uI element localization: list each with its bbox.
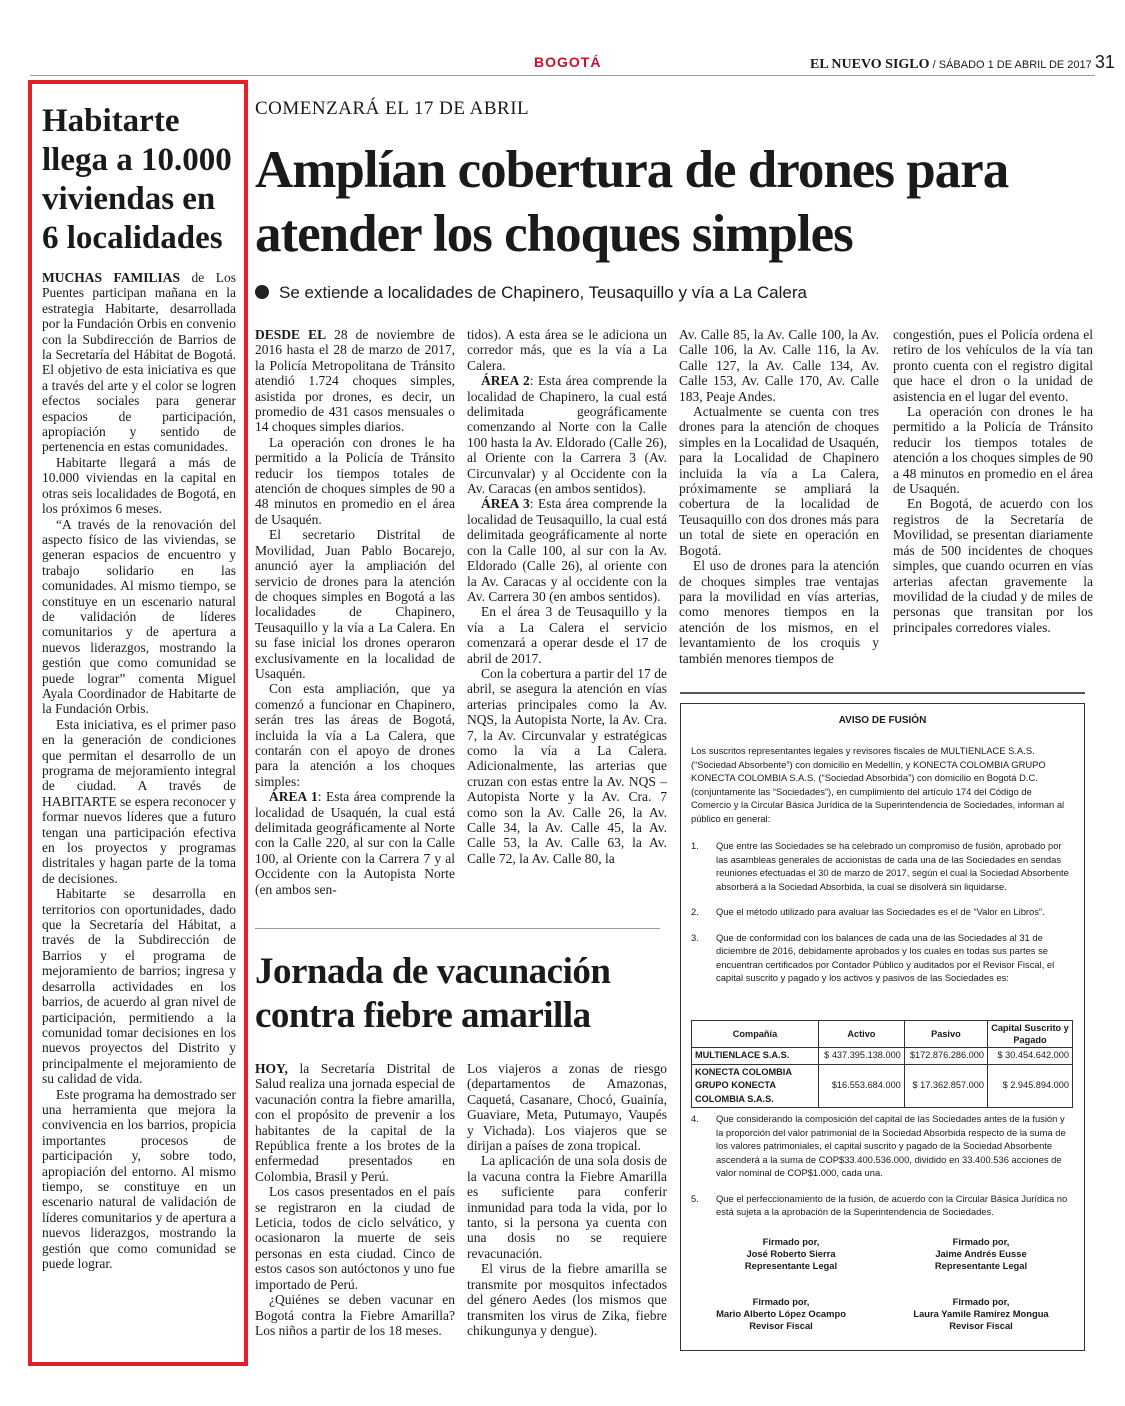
notice-item — [691, 1112, 1073, 1180]
vaccination-paragraph: ¿Quiénes se deben vacunar en Bogotá contra la Fiebre Amarilla? Los niños a partir de los 18 meses. — [255, 1292, 455, 1338]
bullet-icon — [255, 285, 269, 299]
notice-item-number: 1. — [691, 840, 699, 851]
signature-block — [696, 1236, 886, 1272]
signature-label: Firmado por, — [952, 1236, 1010, 1247]
sidebar-paragraph: “A través de la renovación del aspecto físico de las viviendas, se generan espacios de encuentro y trabajo solidario en las comunidades. Al mismo tiempo, se constituye en un escenario natural de validación de líderes comunitarios y de apertura a nuevos liderazgos, mostrando la gestión que como comunidad se puede lograr” comenta Miguel Ayala Coordinador de Habitarte de la Fundación Orbis. — [42, 516, 236, 717]
notice-item — [691, 1192, 1073, 1219]
drones-paragraph: tidos). A esta área se le adiciona un corredor más, que es la vía a La Calera. — [467, 327, 667, 373]
signatory-name: José Roberto Sierra — [746, 1248, 836, 1259]
table-cell: $16.553.684.000 — [819, 1064, 905, 1108]
drones-paragraph: El uso de drones para la atención de choques simples trae ventajas para la movilidad en vías arterias, como menores tiempos en la atención de los mismos, en el levantamiento de los croquis y también menores tiempos de — [679, 558, 879, 666]
drones-paragraph: : Esta área comprende la localidad de Chapinero, la cual está delimitada geográficamente comenzando al Norte con la Calle 100 hasta la Av. Eldorado (Calle 26), al Oriente con la Carrera 3 (Av. Circunvalar) y al Occidente con la Av. Caracas (en ambos sentidos). — [467, 373, 667, 497]
newspaper-name: EL NUEVO SIGLO — [810, 57, 930, 72]
vaccination-paragraph: la Secretaría Distrital de Salud realiza una jornada especial de vacunación contra la fiebre amarilla, con el propósito de prevenir a los habitantes de la capital de la República frente a los brotes de la enfermedad presentados en Colombia, Brasil y Perú. — [255, 1061, 455, 1184]
vaccination-paragraph: Los casos presentados en el país se registraron en la ciudad de Leticia, todos de ciclo selvático, y ocasionaron la muerte de seis personas en esta ciudad. Cinco de estos casos son autóctonos y uno fue importado de Perú. — [255, 1184, 455, 1292]
signature-block — [886, 1236, 1076, 1272]
sidebar-paragraph: Este programa ha demostrado ser una herramienta que mejora la convivencia en los barrios, propicia importantes procesos de participación y, sobre todo, apropiación del entorno. Al mismo tiempo, se constituye en un escenario natural de validación de líderes comunitarios y de apertura a nuevos liderazgos, mostrando la gestión que como comunidad se puede lograr. — [42, 1086, 236, 1271]
notice-item-text: Que el método utilizado para avaluar las Sociedades es el de “Valor en Libros”. — [716, 906, 1045, 917]
drones-column-4 — [893, 327, 1093, 635]
area-label: ÁREA 2 — [481, 373, 530, 389]
notice-item-number: 3. — [691, 931, 699, 943]
subheadline — [255, 283, 807, 303]
drones-paragraph: El secretario Distrital de Movilidad, Juan Pablo Bocarejo, anunció ayer la ampliación del servicio de drones para la atención de choques simples en Bogotá a las localidades de Chapinero, Teusaquillo y la vía a La Calera. En su fase inicial los drones operaron exclusivamente en la localidad de Usaquén. — [255, 527, 455, 681]
signatory-role: Revisor Fiscal — [749, 1320, 813, 1331]
notice-item-text: Que entre las Sociedades se ha celebrado un compromiso de fusión, aprobado por las asambleas generales de accionistas de cada una de las Sociedades en sendas reuniones efectuadas el 30 de marzo de 2017, según el cual la Sociedad Absorbente absorberá a la Sociedad Absorbida, la cual se disolverá sin liquidarse. — [716, 840, 1069, 892]
sidebar-paragraph: de Los Puentes participan mañana en la estrategia Habitarte, desarrollada por la Fundación Orbis en convenio con la Subdirección de Barrios de la Secretaría del Hábitat de Bogotá. El objetivo de esta iniciativa es que a través del arte y el color se logren efectos sociales para generar espacios de participación, apropiación y sentido de pertenencia en estas comunidades. — [42, 270, 236, 455]
table-cell: $ 17.362.857.000 — [904, 1064, 987, 1108]
table-header-row — [692, 1021, 1073, 1048]
column-header: Activo — [819, 1021, 905, 1048]
signatory-role: Revisor Fiscal — [949, 1320, 1013, 1331]
table-row — [692, 1064, 1073, 1108]
notice-rule — [680, 692, 1085, 694]
notice-title: AVISO DE FUSIÓN — [838, 715, 927, 726]
column-header: Capital Suscrito y Pagado — [988, 1021, 1073, 1048]
section-divider — [255, 928, 660, 929]
sidebar-paragraph: Esta iniciativa, es el primer paso en la generación de condiciones que permitan el desarrollo de un programa de mejoramiento integral de ciudad. A través de HABITARTE se espera reconocer y formar nuevos líderes que a futuro tengan una participación efectiva en los proyectos y programas distritales y hagan parte de la toma de decisiones. — [42, 716, 236, 886]
page-number: 31 — [1094, 52, 1115, 72]
drones-paragraph: : Esta área comprende la localidad de Teusaquillo, la cual está delimitada geográficamente al norte con la Calle 100, al sur con la Av. Eldorado (Calle 26), al oriente con la Av. Caracas y al occidente con la Av. Carrera 30 (en ambos sentidos). — [467, 496, 667, 604]
drones-paragraph: Con esta ampliación, que ya comenzó a funcionar en Chapinero, serán tres las áreas de Bogotá, incluida la vía a La Calera, que contarán con el apoyo de drones para la atención a los choques simples: — [255, 681, 455, 789]
table-cell: MULTIENLACE S.A.S. — [692, 1048, 819, 1065]
section-label: BOGOTÁ — [534, 54, 602, 70]
issue-date: / SÁBADO 1 DE ABRIL DE 2017 — [929, 59, 1095, 71]
notice-item-text: Que considerando la composición del capital de las Sociedades antes de la fusión y la proporción del valor patrimonial de la Sociedad Absorbida respecto de la suma de los valores patrimoniales, el capital suscrito y pagado de la Sociedad Absorbente ascenderá a la suma de COP$33.400.536.000, dividido en 33.400.536 acciones de valor nominal de COP$1.000, cada una. — [716, 1113, 1066, 1178]
drones-paragraph: 28 de noviembre de 2016 hasta el 28 de marzo de 2017, la Policía Metropolitana de Tránsito atendió 1.724 choques simples, asistida por drones, es decir, un promedio de 431 casos mensuales o 14 choques simples diarios. — [255, 327, 455, 435]
balance-table — [691, 1020, 1073, 1108]
area-label: ÁREA 3 — [481, 496, 530, 512]
signatory-role: Representante Legal — [744, 1260, 838, 1271]
notice-item-text: Que el perfeccionamiento de la fusión, de acuerdo con la Circular Básica Jurídica no está sujeta a la aprobación de la Superintendencia de Sociedades. — [716, 1192, 1068, 1217]
drones-paragraph: Con la cobertura a partir del 17 de abril, se asegura la atención en vías arterias principales como la Av. NQS, la Autopista Norte, la Av. Cra. 7, la Av. Circunvalar y estratégicas como la vía a La Calera. Adicionalmente, las arterias que cruzan con estas entre la Av. NQS – Autopista Norte y la Av. Cra. 7 como son la Av. Calle 26, la Av. Calle 34, la Av. Calle 45, la Av. Calle 53, la Av. Calle 63, la Av. Calle 72, la Av. Calle 80, la — [467, 665, 667, 866]
signature-label: Firmado por, — [752, 1296, 810, 1307]
drones-paragraph: La operación con drones le ha permitido a la Policía de Tránsito reducir los tiempos totales de atención a los choques simples de 90 a 48 minutos en promedio en el área de Usaquén. — [893, 404, 1093, 497]
notice-item — [691, 839, 1073, 893]
vaccination-lead: HOY, — [255, 1061, 288, 1076]
signature-label: Firmado por, — [952, 1296, 1010, 1307]
signatory-name: Jaime Andrés Eusse — [935, 1248, 1027, 1259]
signature-block — [686, 1296, 876, 1332]
drones-column-1 — [255, 327, 455, 897]
signature-block — [886, 1296, 1076, 1332]
vaccination-headline: Jornada de vacunación contra fiebre amarilla — [255, 951, 611, 1036]
table-cell: $ 437.395.138.000 — [819, 1048, 905, 1065]
sidebar-article-habitarte — [28, 80, 248, 1366]
sidebar-headline: Habitarte llega a 10.000 viviendas en 6 localidades — [42, 103, 232, 256]
signatory-name: Mario Alberto López Ocampo — [716, 1308, 846, 1319]
sidebar-paragraph: Habitarte se desarrolla en territorios con oportunidades, dado que la Secretaría del Hábitat, a través de la Subdirección de Barrios y el programa de mejoramiento de barrios; ingresa y desarrolla actividades en los barrios, de acuerdo al gran nivel de participación, permitiendo a la comunidad tomar decisiones en los nuevos proyectos del Distrito y principalmente el mejoramiento de su calidad de vida. — [42, 886, 236, 1087]
top-rule — [30, 75, 1095, 76]
article-kicker: COMENZARÁ EL 17 DE ABRIL — [255, 98, 530, 119]
notice-item-number: 5. — [691, 1192, 699, 1204]
sidebar-lead: MUCHAS FAMILIAS — [42, 270, 180, 285]
sidebar-paragraph: Habitarte llegará a más de 10.000 viviendas en la capital en otras seis localidades de Bogotá, en los próximos 6 meses. — [42, 454, 236, 517]
table-row — [692, 1048, 1073, 1065]
notice-intro: Los suscritos representantes legales y revisores fiscales de MULTIENLACE S.A.S. (“Sociedad Absorbente”) con domicilio en Medellín, y KONECTA COLOMBIA GRUPO KONECTA COLOMBIA S.A.S. (“Sociedad Absorbida”) con domicilio en Bogotá D.C. (conjuntamente las “Sociedades”), en cumplimiento del artículo 174 del Código de Comercio y la Circular Básica Jurídica de la Superintendencia de Sociedades, informan al público en general: — [691, 745, 1065, 824]
drones-paragraph: En el área 3 de Teusaquillo y la vía a La Calera el servicio comenzará a operar desde el 17 de abril de 2017. — [467, 604, 667, 666]
notice-item-number: 2. — [691, 906, 699, 917]
masthead — [810, 52, 1115, 73]
notice-item — [691, 931, 1073, 985]
signatory-name: Laura Yamile Ramírez Mongua — [913, 1308, 1049, 1319]
main-headline: Amplían cobertura de drones para atender los choques simples — [255, 141, 1009, 263]
table-cell: $172.876.286.000 — [904, 1048, 987, 1065]
signature-label: Firmado por, — [762, 1236, 820, 1247]
drones-paragraph: En Bogotá, de acuerdo con los registros de la Secretaría de Movilidad, se presentan diariamente más de 500 incidentes de choques simples, que cuando ocurren en vías arterias afectan gravemente la movilidad de la ciudad y de miles de personas que transitan por los principales corredores viales. — [893, 496, 1093, 635]
vaccination-column-1 — [255, 1061, 455, 1338]
vaccination-paragraph: La aplicación de una sola dosis de la vacuna contra la Fiebre Amarilla es suficiente para conferir inmunidad para toda la vida, por lo tanto, si la persona ya cuenta con una dosis no se requiere revacunación. — [467, 1153, 667, 1261]
notice-item — [691, 905, 1073, 919]
signatory-role: Representante Legal — [934, 1260, 1028, 1271]
column-header: Pasivo — [904, 1021, 987, 1048]
drones-column-3 — [679, 327, 879, 666]
vaccination-paragraph: Los viajeros a zonas de riesgo (departamentos de Amazonas, Caquetá, Casanare, Chocó, Guainía, Guaviare, Meta, Putumayo, Vaupés y Vichada). Los viajeros que se dirijan a países de zona tropical. — [467, 1061, 667, 1154]
drones-lead: DESDE EL — [255, 327, 327, 342]
table-cell: KONECTA COLOMBIA GRUPO KONECTA COLOMBIA S.A.S. — [692, 1064, 819, 1108]
column-header: Compañía — [692, 1021, 819, 1048]
notice-item-number: 4. — [691, 1113, 699, 1124]
notice-item-text: Que de conformidad con los balances de cada una de las Sociedades al 31 de diciembre de 2016, debidamente aprobados y los cuales en todas sus partes se encuentran certificados por Contador Público y auditados por el Revisor Fiscal, el capital suscrito y pagado y los activos y pasivos de las Sociedades es: — [716, 931, 1055, 983]
drones-column-2 — [467, 327, 667, 866]
merger-notice — [680, 703, 1085, 1351]
area-label: ÁREA 1 — [269, 789, 318, 805]
drones-paragraph: Av. Calle 85, la Av. Calle 100, la Av. Calle 106, la Av. Calle 116, la Av. Calle 127, la Av. Calle 134, Av. Calle 153, Av. Calle 170, Av. Calle 183, Peaje Andes. — [679, 327, 879, 404]
drones-paragraph: La operación con drones le ha permitido a la Policía de Tránsito reducir los tiempos totales de atención de choques simples de 90 a 48 minutos en promedio en el área de Usaquén. — [255, 434, 455, 527]
table-cell: $ 2.945.894.000 — [988, 1064, 1073, 1108]
subheadline-text: Se extiende a localidades de Chapinero, Teusaquillo y vía a La Calera — [279, 283, 807, 302]
vaccination-column-2 — [467, 1061, 667, 1338]
drones-paragraph: : Esta área comprende la localidad de Usaquén, la cual está delimitada geográficamente al Norte con la Calle 220, al sur con la Calle 100, al Oriente con la Carrera 7 y al Occidente con la Autopista Norte (en ambos sen- — [255, 789, 455, 897]
drones-paragraph: congestión, pues el Policía ordena el retiro de los vehículos de la vía tan pronto cuenta con el registro digital que hace el dron o la unidad de asistencia en el lugar del evento. — [893, 327, 1093, 404]
drones-paragraph: Actualmente se cuenta con tres drones para la atención de choques simples en la Localidad de Usaquén, para la Localidad de Chapinero incluida la vía a La Calera, próximamente se ampliará la cobertura de la localidad de Teusaquillo con dos drones más para un total de siete en operación en Bogotá. — [679, 404, 879, 558]
vaccination-paragraph: El virus de la fiebre amarilla se transmite por mosquitos infectados del género Aedes (los mismos que transmiten los virus de Zika, fiebre chikungunya y dengue). — [467, 1261, 667, 1338]
sidebar-body — [42, 270, 236, 1271]
table-cell: $ 30.454.642.000 — [988, 1048, 1073, 1065]
